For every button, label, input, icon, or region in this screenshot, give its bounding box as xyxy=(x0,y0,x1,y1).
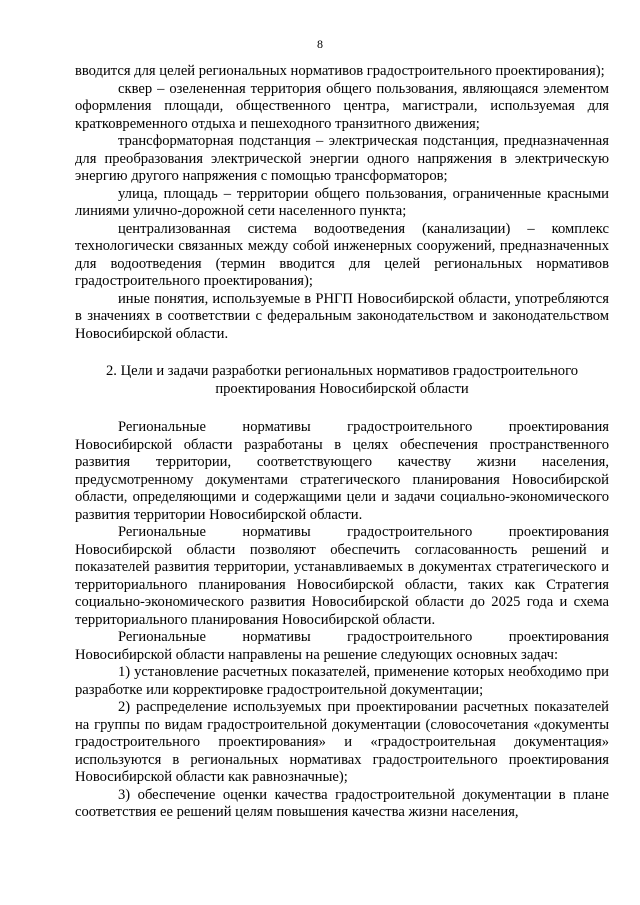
document-body xyxy=(75,63,609,822)
page-number: 8 xyxy=(317,37,323,51)
definition-other-terms: иные понятия, используемые в РНГП Новосибирской области, употребляются в значениях в соответствии с федеральным законодательством и законодательством Новосибирской области. xyxy=(75,290,609,342)
spacer xyxy=(75,343,609,363)
section-paragraph: Региональные нормативы градостроительного проектирования Новосибирской области позволяют обеспечить согласованность решений и показателей развития территории, устанавливаемых в документах стратегического и территориального планирования Новосибирской области, таких как Стратегия социально-экономического развития Новосибирской области до 2025 года и схема территориального планирования Новосибирской области. xyxy=(75,524,609,628)
task-item-2: 2) распределение используемых при проектировании расчетных показателей на группы по видам градостроительной документации (словосочетания «документы градостроительного проектирования» и «градостроительная документация» используются в региональных нормативах градостроительного проектирования Новосибирской области как равнозначные); xyxy=(75,699,609,785)
definition-street-square: улица, площадь – территории общего пользования, ограниченные красными линиями улично-дорожной сети населенного пункта; xyxy=(75,185,609,219)
continuation-paragraph: вводится для целей региональных нормативов градостроительного проектирования); xyxy=(75,63,605,79)
definition-square: сквер – озелененная территория общего пользования, являющаяся элементом оформления площади, общественного центра, магистрали, используемая для кратковременного отдыха и пешеходного транзитного движения; xyxy=(75,80,609,132)
spacer xyxy=(75,398,609,419)
section-heading: 2. Цели и задачи разработки региональных нормативов градостроительного проектирования Новосибирской области xyxy=(105,363,579,397)
section-paragraph: Региональные нормативы градостроительного проектирования Новосибирской области разработаны в целях обеспечения пространственного развития территории, соответствующего качеству жизни населения, предусмотренному документами стратегического планирования Новосибирской области, определяющими и содержащими цели и задачи социально-экономического развития территории Новосибирской области. xyxy=(75,419,609,523)
definition-sewerage-system: централизованная система водоотведения (канализации) – комплекс технологически связанных между собой инженерных сооружений, предназначенных для водоотведения (термин вводится для целей региональных нормативов градостроительного проектирования); xyxy=(75,220,609,289)
task-item-1: 1) установление расчетных показателей, применение которых необходимо при разработке или корректировке градостроительной документации; xyxy=(75,664,609,698)
section-paragraph: Региональные нормативы градостроительного проектирования Новосибирской области направлены на решение следующих основных задач: xyxy=(75,629,609,663)
task-item-3: 3) обеспечение оценки качества градостроительной документации в плане соответствия ее решений целям повышения качества жизни населения, xyxy=(75,786,609,820)
definition-transformer-substation: трансформаторная подстанция – электрическая подстанция, предназначенная для преобразования электрической энергии одного напряжения в электрическую энергию другого напряжения с помощью трансформаторов; xyxy=(75,133,609,184)
